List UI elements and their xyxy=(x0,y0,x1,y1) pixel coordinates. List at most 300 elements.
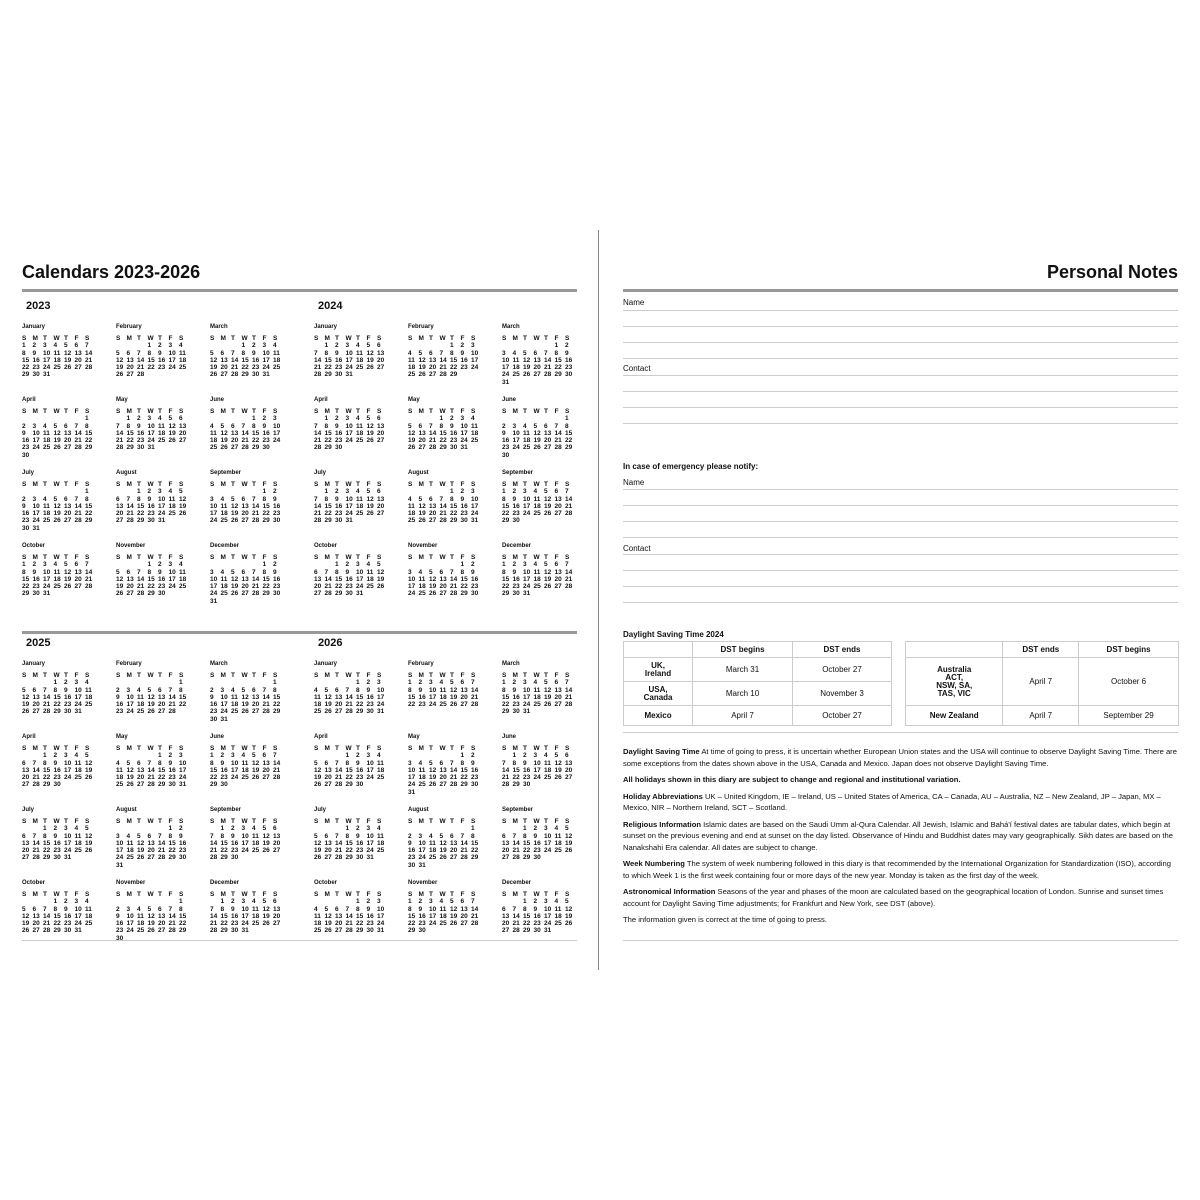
day-number: 15 xyxy=(168,839,176,847)
contact-label: Contact xyxy=(623,364,651,373)
day-number: 8 xyxy=(408,686,412,694)
day-number: 5 xyxy=(418,349,423,357)
weekday-header: F xyxy=(262,408,267,415)
day-number: 9 xyxy=(64,905,68,913)
day-number: 12 xyxy=(85,759,93,767)
day-number: 1 xyxy=(460,752,465,760)
writing-line[interactable] xyxy=(623,391,1178,392)
day-number: 25 xyxy=(533,510,541,518)
day-number: 4 xyxy=(356,415,360,423)
weekday-header: T xyxy=(335,335,339,342)
day-number: 14 xyxy=(43,693,51,701)
day-number: 25 xyxy=(43,444,51,452)
writing-line[interactable] xyxy=(623,554,1178,555)
day-number: 13 xyxy=(554,495,562,503)
region-cell: Mexico xyxy=(624,706,693,726)
day-number: 31 xyxy=(345,517,353,525)
day-grid xyxy=(502,818,592,862)
day-number: 24 xyxy=(168,583,176,591)
day-number: 4 xyxy=(533,488,538,496)
day-number: 26 xyxy=(450,920,458,928)
day-number: 14 xyxy=(231,356,239,364)
weekday-header: S xyxy=(116,672,121,679)
day-number: 9 xyxy=(366,686,371,694)
weekday-header: S xyxy=(85,408,90,415)
day-number: 6 xyxy=(439,568,444,576)
day-number: 16 xyxy=(252,356,260,364)
day-number: 18 xyxy=(544,766,552,774)
day-number: 22 xyxy=(53,920,61,928)
day-number: 23 xyxy=(32,364,40,372)
day-number: 3 xyxy=(366,825,371,833)
day-number: 10 xyxy=(418,839,426,847)
table-header xyxy=(906,642,1003,658)
weekday-header: S xyxy=(85,891,90,898)
day-number: 3 xyxy=(345,488,350,496)
day-number: 30 xyxy=(231,927,239,935)
writing-line[interactable] xyxy=(623,407,1178,408)
month-name: August xyxy=(116,470,137,476)
writing-line[interactable] xyxy=(623,375,1178,376)
day-number: 30 xyxy=(53,854,61,862)
writing-line[interactable] xyxy=(623,342,1178,343)
day-number: 22 xyxy=(179,701,187,709)
day-number: 15 xyxy=(502,502,510,510)
day-number: 27 xyxy=(377,510,385,518)
weekday-header: T xyxy=(64,335,68,342)
day-number: 30 xyxy=(22,524,30,532)
day-number: 3 xyxy=(471,488,475,496)
day-grid xyxy=(22,745,112,789)
weekday-header: S xyxy=(314,335,319,342)
day-number: 13 xyxy=(502,839,510,847)
month-name: October xyxy=(22,543,46,549)
day-number: 5 xyxy=(324,905,329,913)
weekday-header: T xyxy=(450,818,454,825)
day-number: 12 xyxy=(565,832,573,840)
day-number: 28 xyxy=(158,854,166,862)
day-number: 4 xyxy=(241,752,246,760)
day-number: 10 xyxy=(74,905,82,913)
day-number: 20 xyxy=(377,429,385,437)
day-number: 13 xyxy=(74,349,82,357)
day-number: 22 xyxy=(43,774,51,782)
year-heading: 2024 xyxy=(318,300,343,312)
day-number: 10 xyxy=(366,832,374,840)
day-number: 11 xyxy=(533,568,541,576)
day-number: 18 xyxy=(471,429,479,437)
day-number: 25 xyxy=(126,854,134,862)
day-number: 2 xyxy=(523,752,527,760)
day-number: 8 xyxy=(179,686,183,694)
day-number: 2 xyxy=(471,752,475,760)
day-number: 20 xyxy=(502,847,510,855)
day-number: 27 xyxy=(74,583,82,591)
day-number: 9 xyxy=(512,495,517,503)
month-name: August xyxy=(408,807,429,813)
day-number: 5 xyxy=(418,495,423,503)
day-number: 25 xyxy=(252,847,260,855)
weekday-header: F xyxy=(554,481,559,488)
weekday-header: T xyxy=(356,818,360,825)
month-name: June xyxy=(502,734,517,740)
weekday-header: F xyxy=(460,335,465,342)
note-paragraph xyxy=(623,858,1179,881)
weekday-header: T xyxy=(158,335,162,342)
day-number: 28 xyxy=(460,854,468,862)
day-number: 8 xyxy=(554,349,559,357)
day-number: 27 xyxy=(262,774,270,782)
day-number: 27 xyxy=(220,371,228,379)
day-number: 5 xyxy=(85,825,89,833)
day-number: 17 xyxy=(533,766,541,774)
day-number: 10 xyxy=(64,832,72,840)
day-number: 14 xyxy=(314,502,322,510)
day-number: 19 xyxy=(147,701,155,709)
day-number: 4 xyxy=(137,686,141,694)
day-number: 11 xyxy=(356,495,363,503)
day-number: 8 xyxy=(324,349,329,357)
day-number: 3 xyxy=(544,898,548,906)
month-calendar xyxy=(22,661,112,716)
day-number: 16 xyxy=(471,766,479,774)
writing-line[interactable] xyxy=(623,310,1178,311)
day-number: 1 xyxy=(450,342,454,350)
day-number: 8 xyxy=(220,905,225,913)
day-number: 12 xyxy=(168,422,176,430)
day-number: 28 xyxy=(252,517,260,525)
weekday-header: F xyxy=(74,481,79,488)
day-number: 19 xyxy=(366,429,374,437)
weekday-header: F xyxy=(366,335,371,342)
day-number: 10 xyxy=(32,502,40,510)
day-number: 27 xyxy=(450,854,458,862)
writing-line[interactable] xyxy=(623,537,1178,538)
day-number: 6 xyxy=(377,488,381,496)
month-name: May xyxy=(116,734,128,740)
day-number: 22 xyxy=(179,920,187,928)
day-number: 5 xyxy=(179,488,183,496)
day-number: 22 xyxy=(356,920,364,928)
day-number: 2 xyxy=(450,415,454,423)
day-number: 7 xyxy=(116,422,120,430)
weekday-header: F xyxy=(366,745,371,752)
weekday-header: S xyxy=(502,408,507,415)
day-number: 26 xyxy=(314,854,322,862)
day-number: 12 xyxy=(262,832,270,840)
day-number: 15 xyxy=(220,912,228,920)
day-number: 21 xyxy=(460,847,468,855)
day-number: 9 xyxy=(335,422,339,430)
month-name: December xyxy=(502,543,532,549)
day-number: 4 xyxy=(554,898,559,906)
day-grid xyxy=(314,672,404,716)
day-number: 3 xyxy=(502,349,506,357)
day-number: 14 xyxy=(168,693,176,701)
day-number: 12 xyxy=(53,502,61,510)
weekday-header: S xyxy=(314,408,319,415)
day-number: 12 xyxy=(533,429,541,437)
day-number: 4 xyxy=(544,752,548,760)
day-number: 20 xyxy=(460,693,468,701)
weekday-header: W xyxy=(533,745,540,752)
day-number: 7 xyxy=(314,422,318,430)
weekday-header: S xyxy=(565,891,570,898)
writing-line[interactable] xyxy=(623,358,1178,359)
day-number: 16 xyxy=(231,839,239,847)
month-calendar xyxy=(502,880,592,935)
weekday-header: F xyxy=(262,554,267,561)
day-number: 10 xyxy=(158,495,166,503)
day-number: 2 xyxy=(512,561,517,569)
day-number: 12 xyxy=(147,912,155,920)
day-number: 26 xyxy=(85,847,93,855)
day-number: 28 xyxy=(450,590,458,598)
weekday-header: F xyxy=(366,554,371,561)
day-number: 1 xyxy=(241,342,246,350)
day-number: 3 xyxy=(179,752,183,760)
day-number: 28 xyxy=(262,708,270,716)
day-number: 19 xyxy=(544,693,552,701)
writing-line[interactable] xyxy=(623,521,1178,522)
day-number: 25 xyxy=(471,437,479,445)
day-number: 6 xyxy=(137,759,141,767)
day-number: 1 xyxy=(523,898,527,906)
day-number: 26 xyxy=(147,708,155,716)
day-number: 20 xyxy=(565,766,573,774)
day-number: 16 xyxy=(22,510,30,518)
weekday-header: F xyxy=(262,335,267,342)
day-number: 11 xyxy=(512,356,520,364)
day-number: 28 xyxy=(565,701,573,709)
day-number: 14 xyxy=(137,575,145,583)
weekday-header: S xyxy=(179,818,184,825)
day-number: 16 xyxy=(335,356,343,364)
day-number: 9 xyxy=(533,905,538,913)
month-calendar xyxy=(116,543,206,598)
day-number: 18 xyxy=(220,583,228,591)
weekday-header: S xyxy=(377,745,382,752)
day-number: 13 xyxy=(179,422,187,430)
day-number: 16 xyxy=(533,912,541,920)
weekday-header: S xyxy=(116,745,121,752)
writing-line[interactable] xyxy=(623,423,1178,424)
weekday-header: M xyxy=(324,408,330,415)
day-number: 31 xyxy=(523,590,531,598)
day-number: 1 xyxy=(147,342,152,350)
day-number: 19 xyxy=(314,774,322,782)
day-number: 19 xyxy=(64,356,72,364)
day-number: 2 xyxy=(460,342,465,350)
day-grid xyxy=(116,672,206,716)
day-number: 21 xyxy=(116,437,124,445)
year-heading: 2023 xyxy=(26,300,51,312)
day-number: 30 xyxy=(32,590,40,598)
day-number: 7 xyxy=(147,759,152,767)
day-number: 25 xyxy=(554,847,562,855)
month-name: March xyxy=(210,324,228,330)
day-number: 19 xyxy=(314,847,322,855)
weekday-header: T xyxy=(158,481,162,488)
writing-line[interactable] xyxy=(623,326,1178,327)
day-number: 8 xyxy=(53,905,58,913)
weekday-header: S xyxy=(273,818,278,825)
weekday-header: M xyxy=(512,481,518,488)
day-number: 9 xyxy=(231,905,235,913)
weekday-header: T xyxy=(231,408,235,415)
note-text: UK – United Kingdom, IE – Ireland, US – United States of America, CA – Canada, AU – Australia, NZ – New Zealand, JP – Japan, MX – Mexico, NIR – Northern Ireland, SCT – Scotland. xyxy=(623,791,1161,812)
day-number: 29 xyxy=(22,371,30,379)
weekday-header: F xyxy=(554,335,559,342)
weekday-header: F xyxy=(554,745,559,752)
day-number: 28 xyxy=(231,371,239,379)
day-number: 24 xyxy=(345,364,353,372)
day-number: 16 xyxy=(179,839,187,847)
day-number: 6 xyxy=(418,422,423,430)
day-number: 11 xyxy=(43,502,50,510)
day-number: 22 xyxy=(43,847,51,855)
weekday-header: T xyxy=(356,672,360,679)
month-calendar xyxy=(314,661,404,716)
day-number: 2 xyxy=(512,679,517,687)
day-number: 18 xyxy=(168,502,176,510)
month-calendar xyxy=(210,807,300,862)
day-number: 1 xyxy=(85,415,89,423)
day-number: 22 xyxy=(408,701,416,709)
day-number: 19 xyxy=(85,839,93,847)
weekday-header: M xyxy=(418,408,424,415)
weekday-header: W xyxy=(439,554,446,561)
day-number: 19 xyxy=(252,766,260,774)
day-number: 27 xyxy=(533,371,541,379)
day-number: 14 xyxy=(554,429,562,437)
weekday-header: S xyxy=(179,745,184,752)
day-number: 31 xyxy=(74,708,82,716)
day-number: 5 xyxy=(377,561,381,569)
day-number: 18 xyxy=(85,912,93,920)
day-number: 30 xyxy=(533,927,541,935)
day-number: 17 xyxy=(231,766,239,774)
day-number: 11 xyxy=(241,759,249,767)
day-number: 1 xyxy=(85,488,89,496)
day-number: 11 xyxy=(137,693,144,701)
writing-line[interactable] xyxy=(623,570,1178,571)
day-number: 9 xyxy=(450,422,454,430)
weekday-header: T xyxy=(356,335,360,342)
day-number: 9 xyxy=(210,693,214,701)
day-number: 21 xyxy=(471,912,479,920)
day-number: 27 xyxy=(116,517,124,525)
day-number: 14 xyxy=(345,693,353,701)
day-number: 26 xyxy=(314,781,322,789)
weekday-header: M xyxy=(512,672,518,679)
day-number: 21 xyxy=(74,510,82,518)
table-header: DST begins xyxy=(1079,642,1179,658)
day-number: 21 xyxy=(450,583,458,591)
day-number: 17 xyxy=(345,502,353,510)
weekday-header: W xyxy=(439,335,446,342)
day-number: 26 xyxy=(126,781,134,789)
writing-line[interactable] xyxy=(623,586,1178,587)
day-number: 18 xyxy=(356,356,364,364)
weekday-header: W xyxy=(53,481,60,488)
day-number: 6 xyxy=(158,905,162,913)
weekday-header: W xyxy=(345,745,352,752)
day-number: 20 xyxy=(116,510,124,518)
day-number: 28 xyxy=(252,590,260,598)
month-calendar xyxy=(314,880,404,935)
day-number: 8 xyxy=(502,568,506,576)
day-number: 13 xyxy=(418,429,426,437)
day-number: 12 xyxy=(220,429,228,437)
day-number: 17 xyxy=(241,912,249,920)
weekday-header: T xyxy=(335,818,339,825)
writing-line[interactable] xyxy=(623,602,1178,603)
day-number: 7 xyxy=(137,568,141,576)
day-number: 11 xyxy=(179,568,186,576)
day-number: 7 xyxy=(460,832,465,840)
writing-line[interactable] xyxy=(623,489,1178,490)
day-number: 27 xyxy=(158,708,166,716)
day-number: 11 xyxy=(74,832,82,840)
day-grid xyxy=(210,745,300,789)
day-number: 30 xyxy=(345,590,353,598)
day-number: 10 xyxy=(231,759,239,767)
day-number: 23 xyxy=(179,847,187,855)
day-number: 16 xyxy=(460,356,468,364)
day-number: 17 xyxy=(116,847,124,855)
day-number: 7 xyxy=(335,832,339,840)
day-number: 12 xyxy=(147,693,155,701)
day-number: 2 xyxy=(471,561,475,569)
day-number: 8 xyxy=(450,495,454,503)
day-number: 17 xyxy=(418,847,426,855)
day-number: 9 xyxy=(220,759,225,767)
day-number: 27 xyxy=(502,927,510,935)
weekday-header: W xyxy=(345,554,352,561)
day-number: 26 xyxy=(429,781,437,789)
weekday-header: T xyxy=(158,554,162,561)
month-calendar xyxy=(210,324,300,379)
day-number: 23 xyxy=(22,444,30,452)
day-number: 3 xyxy=(366,752,371,760)
day-number: 5 xyxy=(523,349,527,357)
day-number: 17 xyxy=(74,912,82,920)
writing-line[interactable] xyxy=(623,505,1178,506)
day-number: 7 xyxy=(262,686,267,694)
day-number: 15 xyxy=(53,693,61,701)
day-number: 1 xyxy=(262,488,267,496)
table-row xyxy=(906,658,1179,706)
day-number: 25 xyxy=(314,708,322,716)
day-number: 1 xyxy=(439,415,444,423)
weekday-header: M xyxy=(220,745,226,752)
day-number: 2 xyxy=(22,495,26,503)
day-number: 30 xyxy=(158,590,166,598)
day-number: 13 xyxy=(460,686,468,694)
day-number: 15 xyxy=(502,693,510,701)
day-number: 25 xyxy=(356,510,364,518)
day-number: 25 xyxy=(220,590,228,598)
table-row xyxy=(624,658,892,682)
day-number: 18 xyxy=(533,693,541,701)
month-calendar xyxy=(22,470,112,532)
day-number: 2 xyxy=(64,679,68,687)
day-number: 22 xyxy=(262,510,270,518)
day-number: 29 xyxy=(324,517,332,525)
day-number: 15 xyxy=(324,356,332,364)
day-number: 21 xyxy=(512,847,520,855)
